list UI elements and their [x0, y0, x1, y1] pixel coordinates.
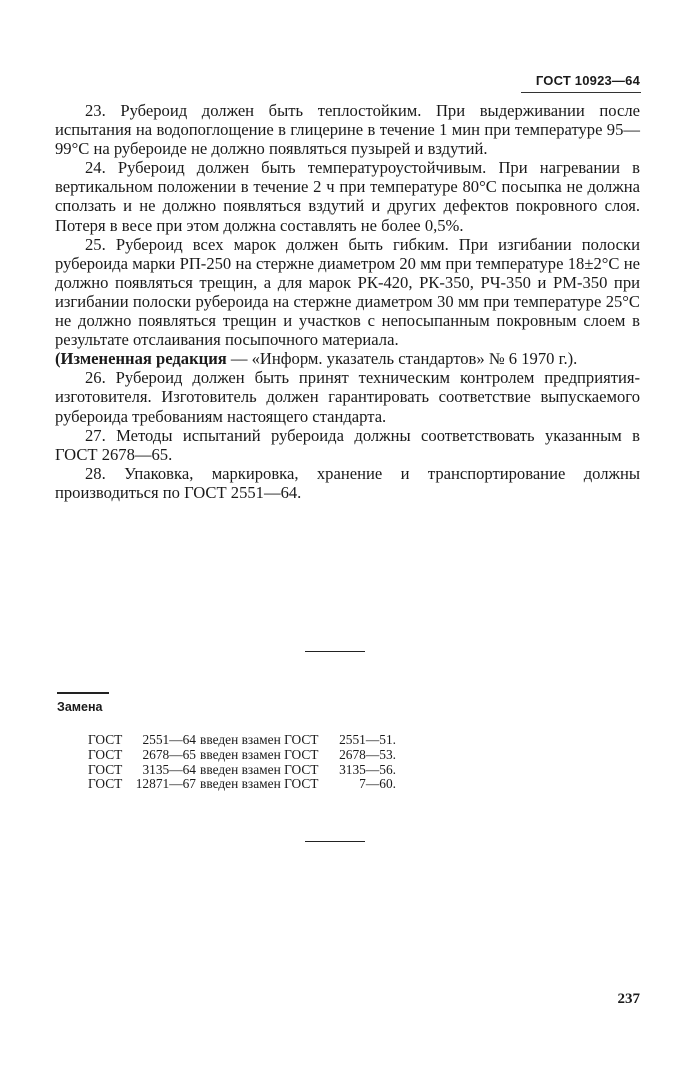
replacement-phrase: введен взамен ГОСТ — [200, 761, 319, 777]
replacement-new-number: 3135—64 — [142, 761, 196, 777]
replacement-old-number: 2551—51. — [339, 732, 396, 747]
replacement-row — [88, 777, 396, 792]
document-body — [55, 101, 640, 502]
replacement-phrase: введен взамен ГОСТ — [200, 776, 319, 792]
replacement-row — [88, 733, 396, 748]
amendment-text: — «Информ. указатель стандартов» № 6 1970 г.). — [226, 349, 578, 369]
replacement-list — [88, 733, 396, 792]
paragraph-28: 28. Упаковка, маркировка, хранение и транспортирование должны производиться по ГОСТ 2551—64. — [55, 463, 640, 502]
replacement-new-number: 12871—67 — [135, 776, 196, 792]
paragraph-24: 24. Рубероид должен быть температуроустойчивым. При нагревании в вертикальном положении в течение 2 ч при температуре 80°С посыпка не должна сползать и не должно появляться вздутий и других дефектов покровного слоя. Потеря в весе при этом должна составлять не более 0,5%. — [55, 158, 640, 235]
replacement-gost-label: ГОСТ — [88, 732, 123, 747]
replacement-title-rule — [57, 692, 109, 694]
amendment-label: (Измененная редакция — [55, 349, 227, 369]
replacement-gost-label: ГОСТ — [88, 761, 123, 777]
document-header: ГОСТ 10923—64 — [535, 73, 640, 88]
paragraph-23: 23. Рубероид должен быть теплостойким. При выдерживании после испытания на водопоглощение в глицерине в течение 1 мин при температуре 95—99°С на рубероиде не должно появляться пузырей и вздутий. — [55, 101, 640, 159]
section-divider — [305, 651, 365, 652]
replacement-title: Замена — [57, 700, 103, 714]
paragraph-25: 25. Рубероид всех марок должен быть гибким. При изгибании полоски рубероида марки РП-250 на стержне диаметром 20 мм при температуре 18±2°С не должно появляться трещин, а для марок РК-420, РК-350, РЧ-350 и РМ-350 при изгибании полоски рубероида на стержне диаметром 30 мм при температуре 25°С не должно появляться трещин и участков с непосыпанным покровным слоем в результате отслаивания посыпочного материала. — [55, 234, 640, 350]
replacement-new-number: 2678—65 — [142, 746, 196, 762]
paragraph-26: 26. Рубероид должен быть принят техническим контролем предприятия-изготовителя. Изготовитель должен гарантировать соответствие выпускаемого рубероида требованиям настоящего стандарта. — [55, 368, 640, 426]
amendment-note — [55, 349, 640, 368]
replacement-phrase: введен взамен ГОСТ — [200, 746, 319, 762]
replacement-new-number: 2551—64 — [142, 732, 196, 747]
replacement-gost-label: ГОСТ — [88, 746, 123, 762]
replacement-old-number: 3135—56. — [339, 761, 396, 777]
replacement-phrase: введен взамен ГОСТ — [200, 732, 319, 747]
replacement-gost-label: ГОСТ — [88, 776, 123, 792]
replacement-row — [88, 748, 396, 763]
replacement-row — [88, 763, 396, 778]
section-divider — [305, 841, 365, 842]
replacement-old-number: 7—60. — [359, 776, 396, 792]
replacement-old-number: 2678—53. — [339, 746, 396, 762]
paragraph-27: 27. Методы испытаний рубероида должны соответствовать указанным в ГОСТ 2678—65. — [55, 425, 640, 464]
page-number: 237 — [617, 991, 640, 1007]
header-rule — [521, 92, 641, 93]
